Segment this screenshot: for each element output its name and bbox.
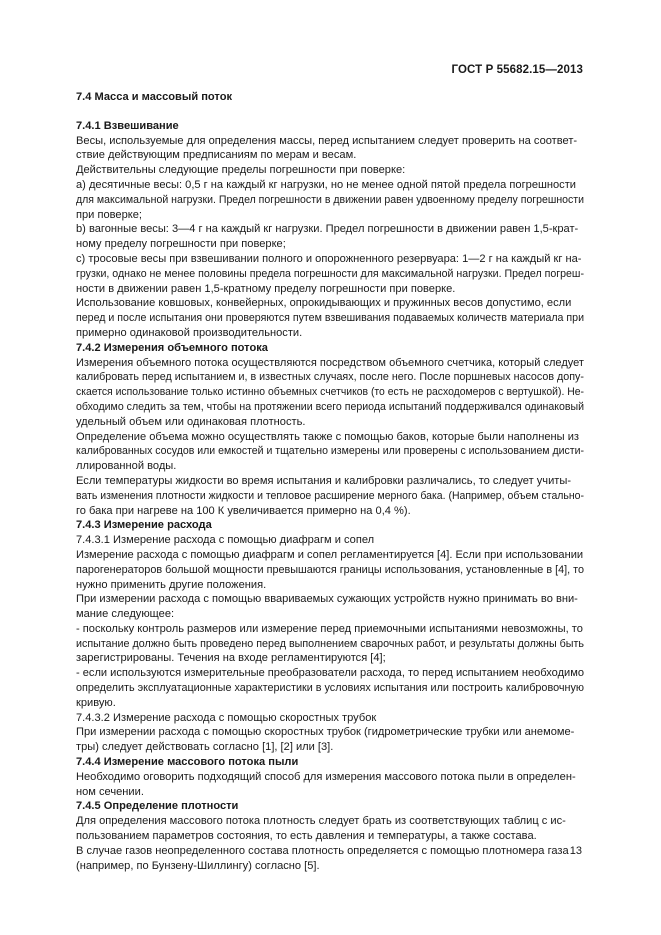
- subsection-title-7-4-1: 7.4.1 Взвешивание: [76, 119, 179, 132]
- paragraph-7-4-3-2: [76, 725, 584, 755]
- text-line: Действительны следующие пределы погрешности при поверке:: [76, 164, 406, 177]
- text-line: пользованием параметров состояния, то есть давления и температуры, а также состава.: [76, 830, 537, 843]
- text-line: а) десятичные весы: 0,5 г на каждый кг нагрузки, но не менее одной пятой предела погрешности: [76, 178, 577, 191]
- text-line: тры) следует действовать согласно [1], [2] или [3].: [76, 741, 334, 754]
- page-number: 13: [569, 845, 582, 857]
- subsection-title-7-4-2: 7.4.2 Измерения объемного потока: [76, 341, 268, 354]
- text-line: Определение объема можно осуществлять также с помощью баков, которые были наполнены из: [76, 430, 579, 443]
- text-line: для максимальной нагрузки. Предел погрешности в движении равен удвоенному пределу погрешности: [76, 193, 584, 206]
- subsection-title-7-4-3: 7.4.3 Измерение расхода: [76, 519, 212, 532]
- text-line: перед и после испытания они проверяются путем взвешивания подаваемых количеств материала при: [76, 312, 585, 325]
- text-line: b) вагонные весы: 3—4 г на каждый кг нагрузки. Предел погрешности в движении равен 1,5-крат-: [76, 223, 579, 236]
- text-line: скается использование только истинно объемных счетчиков (то есть не расходомеров с вертушкой). Не-: [76, 386, 585, 399]
- document-body: [76, 90, 584, 873]
- text-line: вать изменения плотности жидкости и тепловое расширение мерного бака. (Например, объем стально-: [76, 489, 585, 502]
- text-line: калиброванных сосудов или емкостей и тщательно измерены или проверены с использованием дисти-: [76, 445, 585, 458]
- text-line: ллированной воды.: [76, 460, 177, 473]
- text-line: ному пределу погрешности при поверке;: [76, 238, 286, 251]
- text-line: - если используются измерительные преобразователи расхода, то перед испытанием необходимо: [76, 667, 585, 680]
- text-line: удельный объем или одинаковая плотность.: [76, 415, 306, 428]
- text-line: Использование ковшовых, конвейерных, опрокидывающих и пружинных весов допустимо, если: [76, 297, 572, 310]
- text-line: При измерении расхода с помощью ввариваемых сужающих устройств нужно принимать во вни-: [76, 593, 578, 606]
- text-line: Весы, используемые для определения массы, перед испытанием следует проверить на соответ-: [76, 134, 578, 147]
- subsection-title-7-4-4: 7.4.4 Измерение массового потока пыли: [76, 756, 299, 769]
- paragraph-7-4-4: [76, 770, 584, 800]
- text-line: Измерения объемного потока осуществляются посредством объемного счетчика, который следует: [76, 356, 584, 369]
- text-line: При измерении расхода с помощью скоростных трубок (гидрометрические трубки или анемоме-: [76, 726, 575, 739]
- paragraph-7-4-3-1: [76, 548, 584, 711]
- subsection-title-7-4-3-1: 7.4.3.1 Измерение расхода с помощью диафрагм и сопел: [76, 534, 375, 547]
- text-line: обходимо следить за тем, чтобы на протяжении всего периода испытаний поддерживался одинаковый: [76, 400, 585, 413]
- text-line: калибровать перед испытанием и, в известных случаях, после него. После поршневых насосов допу-: [76, 371, 585, 384]
- text-line: при поверке;: [76, 208, 142, 221]
- text-line: ности в движении равен 1,5-кратному пределу погрешности при поверке.: [76, 282, 456, 295]
- text-line: Необходимо оговорить подходящий способ для измерения массового потока пыли в определен-: [76, 770, 576, 783]
- paragraph-7-4-1: [76, 134, 584, 341]
- text-line: Если температуры жидкости во время испытания и калибровки различались, то следует учиты-: [76, 474, 572, 487]
- text-line: мание следующее:: [76, 608, 175, 621]
- text-line: (например, по Бунзену-Шиллингу) согласно [5].: [76, 859, 320, 872]
- text-line: Для определения массового потока плотность следует брать из соответствующих таблиц с ис-: [76, 815, 566, 828]
- text-line: примерно одинаковой производительности.: [76, 326, 303, 339]
- text-line: нужно применить другие положения.: [76, 578, 267, 591]
- text-line: грузки, однако не менее половины предела погрешности для максимальной нагрузки. Предел погреш-: [76, 267, 584, 280]
- paragraph-7-4-5: [76, 814, 584, 873]
- paragraph-7-4-2: [76, 356, 584, 519]
- text-line: В случае газов неопределенного состава плотность определяется с помощью плотномера газа: [76, 844, 569, 857]
- section-title: 7.4 Масса и массовый поток: [76, 91, 233, 103]
- subsection-title-7-4-3-2: 7.4.3.2 Измерение расхода с помощью скоростных трубок: [76, 711, 377, 724]
- text-line: ствие действующим предписаниям по мерам и весам.: [76, 149, 357, 162]
- text-line: зарегистрированы. Течения на входе регламентируются [4];: [76, 652, 386, 665]
- text-line: кривую.: [76, 696, 116, 709]
- text-line: парогенераторов большой мощности превышаются границы использования, установленные в [4], то: [76, 563, 585, 576]
- text-line: го бака при нагреве на 100 К увеличивается примерно на 0,4 %).: [76, 504, 411, 517]
- text-line: ном сечении.: [76, 785, 144, 798]
- standard-header: ГОСТ Р 55682.15—2013: [451, 64, 583, 76]
- text-line: - поскольку контроль размеров или измерение перед приемочными испытаниями невозможны, то: [76, 622, 583, 635]
- text-line: определить эксплуатационные характеристики в условиях испытания или построить калибровочную: [76, 682, 584, 695]
- text-line: Измерение расхода с помощью диафрагм и сопел регламентируется [4]. Если при использовании: [76, 548, 584, 561]
- text-line: испытание должно быть проведено перед выполнением сварочных работ, и результаты должны быть: [76, 637, 585, 650]
- subsection-title-7-4-5: 7.4.5 Определение плотности: [76, 800, 239, 813]
- text-line: c) тросовые весы при взвешивании полного и опорожненного резервуара: 1—2 г на каждый кг на-: [76, 252, 582, 265]
